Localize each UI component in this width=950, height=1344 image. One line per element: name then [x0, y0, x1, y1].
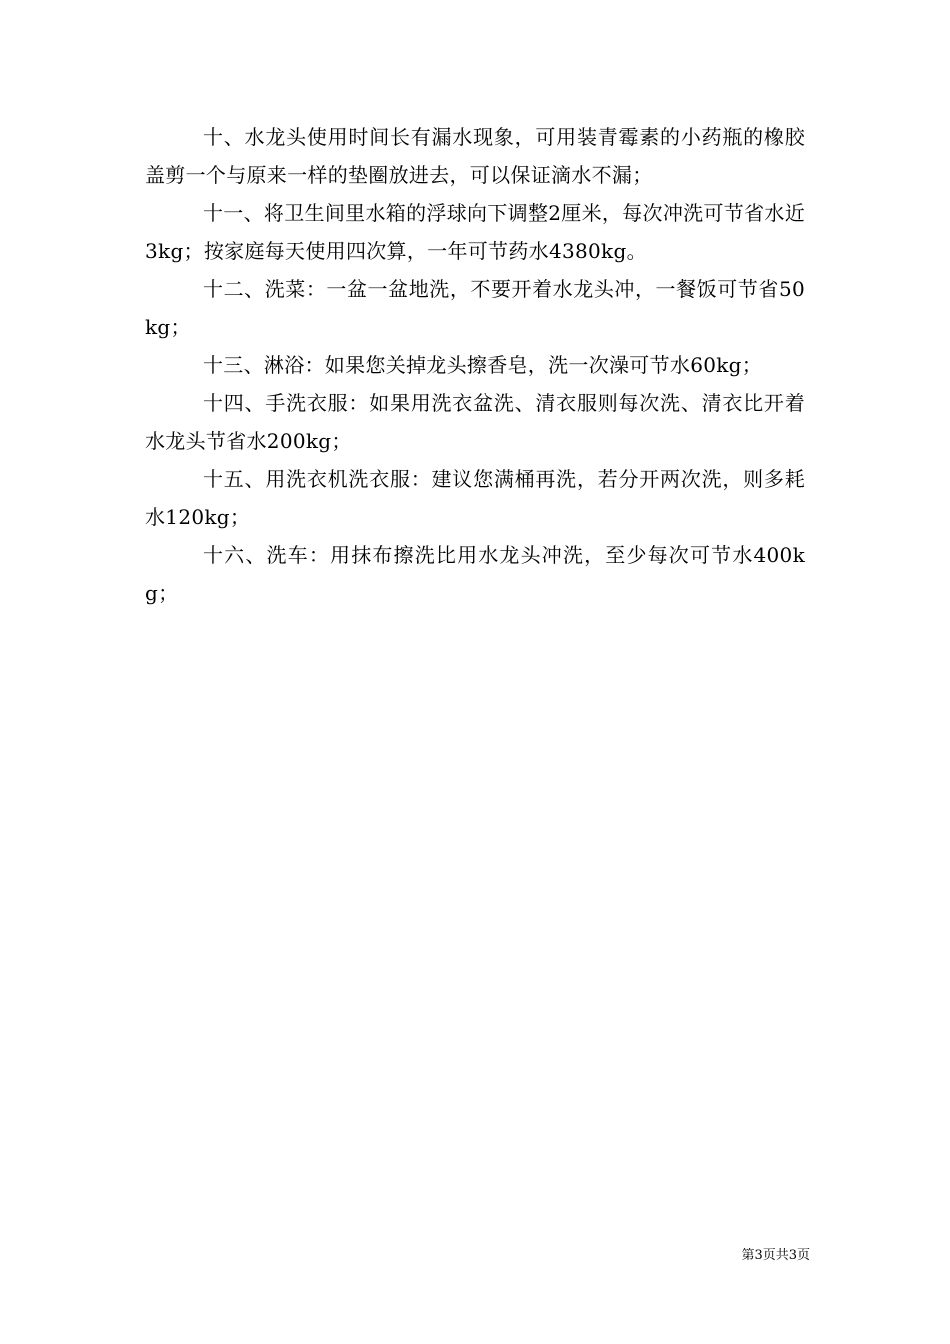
paragraph-16: 十六、洗车：用抹布擦洗比用水龙头冲洗，至少每次可节水400kg； — [145, 543, 805, 605]
document-body — [145, 118, 805, 612]
paragraph-13: 十三、淋浴：如果您关掉龙头擦香皂，洗一次澡可节水60kg； — [203, 353, 763, 377]
paragraph-12: 十二、洗菜：一盆一盆地洗，不要开着水龙头冲，一餐饭可节省50kg； — [145, 277, 805, 339]
paragraph-15: 十五、用洗衣机洗衣服：建议您满桶再洗，若分开两次洗，则多耗水120kg； — [145, 467, 805, 529]
paragraph-10: 十、水龙头使用时间长有漏水现象，可用装青霉素的小药瓶的橡胶盖剪一个与原来一样的垫圈放进去，可以保证滴水不漏； — [145, 125, 805, 187]
paragraph-11: 十一、将卫生间里水箱的浮球向下调整2厘米，每次冲洗可节省水近3kg；按家庭每天使用四次算，一年可节药水4380kg。 — [145, 201, 805, 263]
page-number-footer: 第3页共3页 — [741, 1248, 810, 1263]
paragraph-14: 十四、手洗衣服：如果用洗衣盆洗、清衣服则每次洗、清衣比开着水龙头节省水200kg； — [145, 391, 805, 453]
